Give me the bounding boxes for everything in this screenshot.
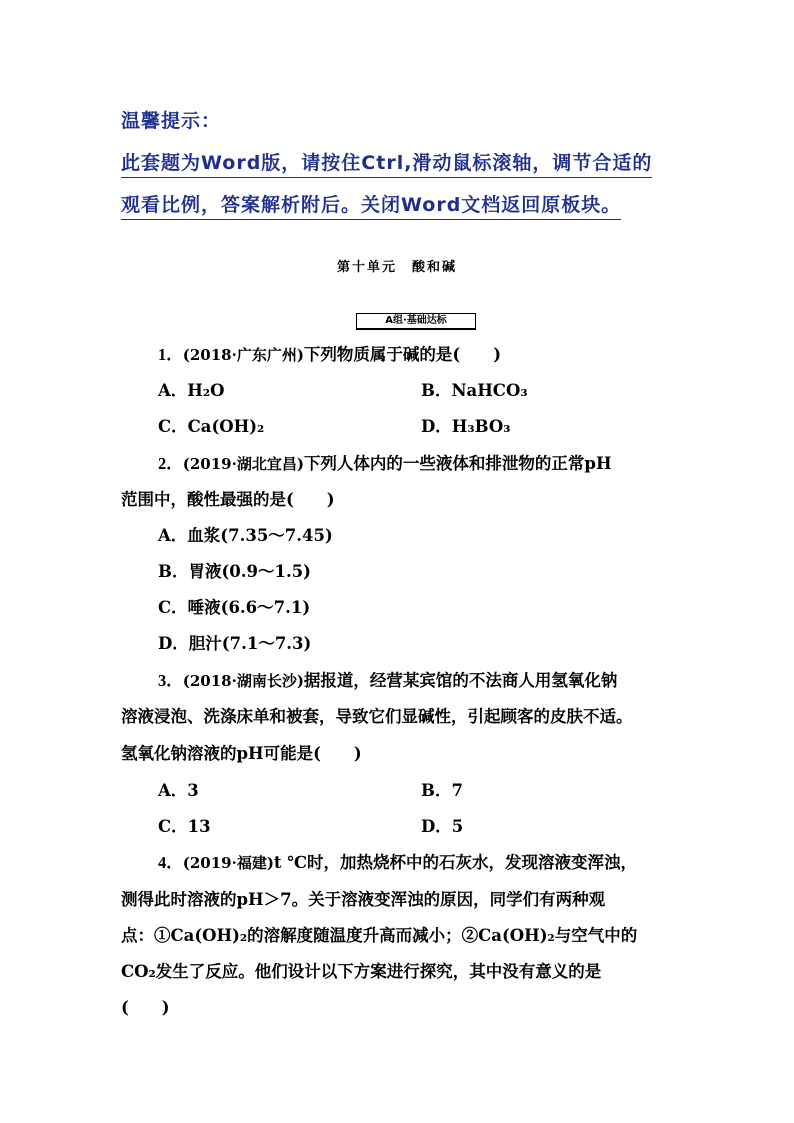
question-source: (2018·湖南长沙) <box>182 672 304 690</box>
option-a: A．3 <box>158 781 199 800</box>
tip-line-1: 此套题为Word版，请按住Ctrl,滑动鼠标滚轴，调节合适的 <box>121 148 652 178</box>
unit-title: 第十单元 酸和碱 <box>336 260 457 275</box>
group-label: A组·基础达标 <box>356 313 476 330</box>
option-c: C．Ca(OH)₂ <box>158 417 265 436</box>
question-stem: t ℃时，加热烧杯中的石灰水，发现溶液变浑浊， <box>273 853 638 872</box>
question-stem: 下列人体内的一些液体和排泄物的正常pH <box>303 454 612 473</box>
option-c: C．13 <box>158 817 211 836</box>
question-stem-continued: CO₂发生了反应。他们设计以下方案进行探究，其中没有意义的是 <box>121 962 602 981</box>
question-stem-continued: 点：①Ca(OH)₂的溶解度随温度升高而减小；②Ca(OH)₂与空气中的 <box>121 926 638 945</box>
question-stem: 据报道，经营某宾馆的不法商人用氢氧化钠 <box>303 671 618 690</box>
question-4 <box>158 852 637 874</box>
option-d: D．5 <box>421 817 464 836</box>
option-a: A．H₂O <box>158 381 225 400</box>
question-number: 3． <box>158 671 183 690</box>
question-source: (2018·广东广州) <box>182 346 304 364</box>
option-d: D．胆汁(7.1～7.3) <box>158 634 312 653</box>
option-b: B．胃液(0.9～1.5) <box>158 562 311 581</box>
question-1 <box>158 344 501 366</box>
option-c: C．唾液(6.6～7.1) <box>158 598 311 617</box>
answer-blank: ( ) <box>121 998 170 1017</box>
question-3 <box>158 670 617 692</box>
question-stem-continued: 测得此时溶液的pH＞7。关于溶液变浑浊的原因，同学们有两种观 <box>121 890 606 909</box>
question-2 <box>158 453 612 475</box>
question-number: 1． <box>158 345 183 364</box>
question-number: 2． <box>158 454 183 473</box>
question-source: (2019·福建) <box>182 854 274 872</box>
option-d: D．H₃BO₃ <box>421 417 511 436</box>
tip-title: 温馨提示： <box>121 110 222 132</box>
tip-line-2: 观看比例，答案解析附后。关闭Word文档返回原板块。 <box>121 190 621 220</box>
option-a: A．血浆(7.35～7.45) <box>158 526 333 545</box>
question-stem: 下列物质属于碱的是( ) <box>303 345 502 364</box>
question-stem-continued: 溶液浸泡、洗涤床单和被套，导致它们显碱性，引起顾客的皮肤不适。 <box>121 707 633 726</box>
question-source: (2019·湖北宜昌) <box>182 455 304 473</box>
option-b: B．7 <box>421 781 463 800</box>
question-stem-continued: 氢氧化钠溶液的pH可能是( ) <box>121 744 362 763</box>
question-stem-continued: 范围中，酸性最强的是( ) <box>121 490 335 509</box>
option-b: B．NaHCO₃ <box>421 381 528 400</box>
question-number: 4． <box>158 853 183 872</box>
